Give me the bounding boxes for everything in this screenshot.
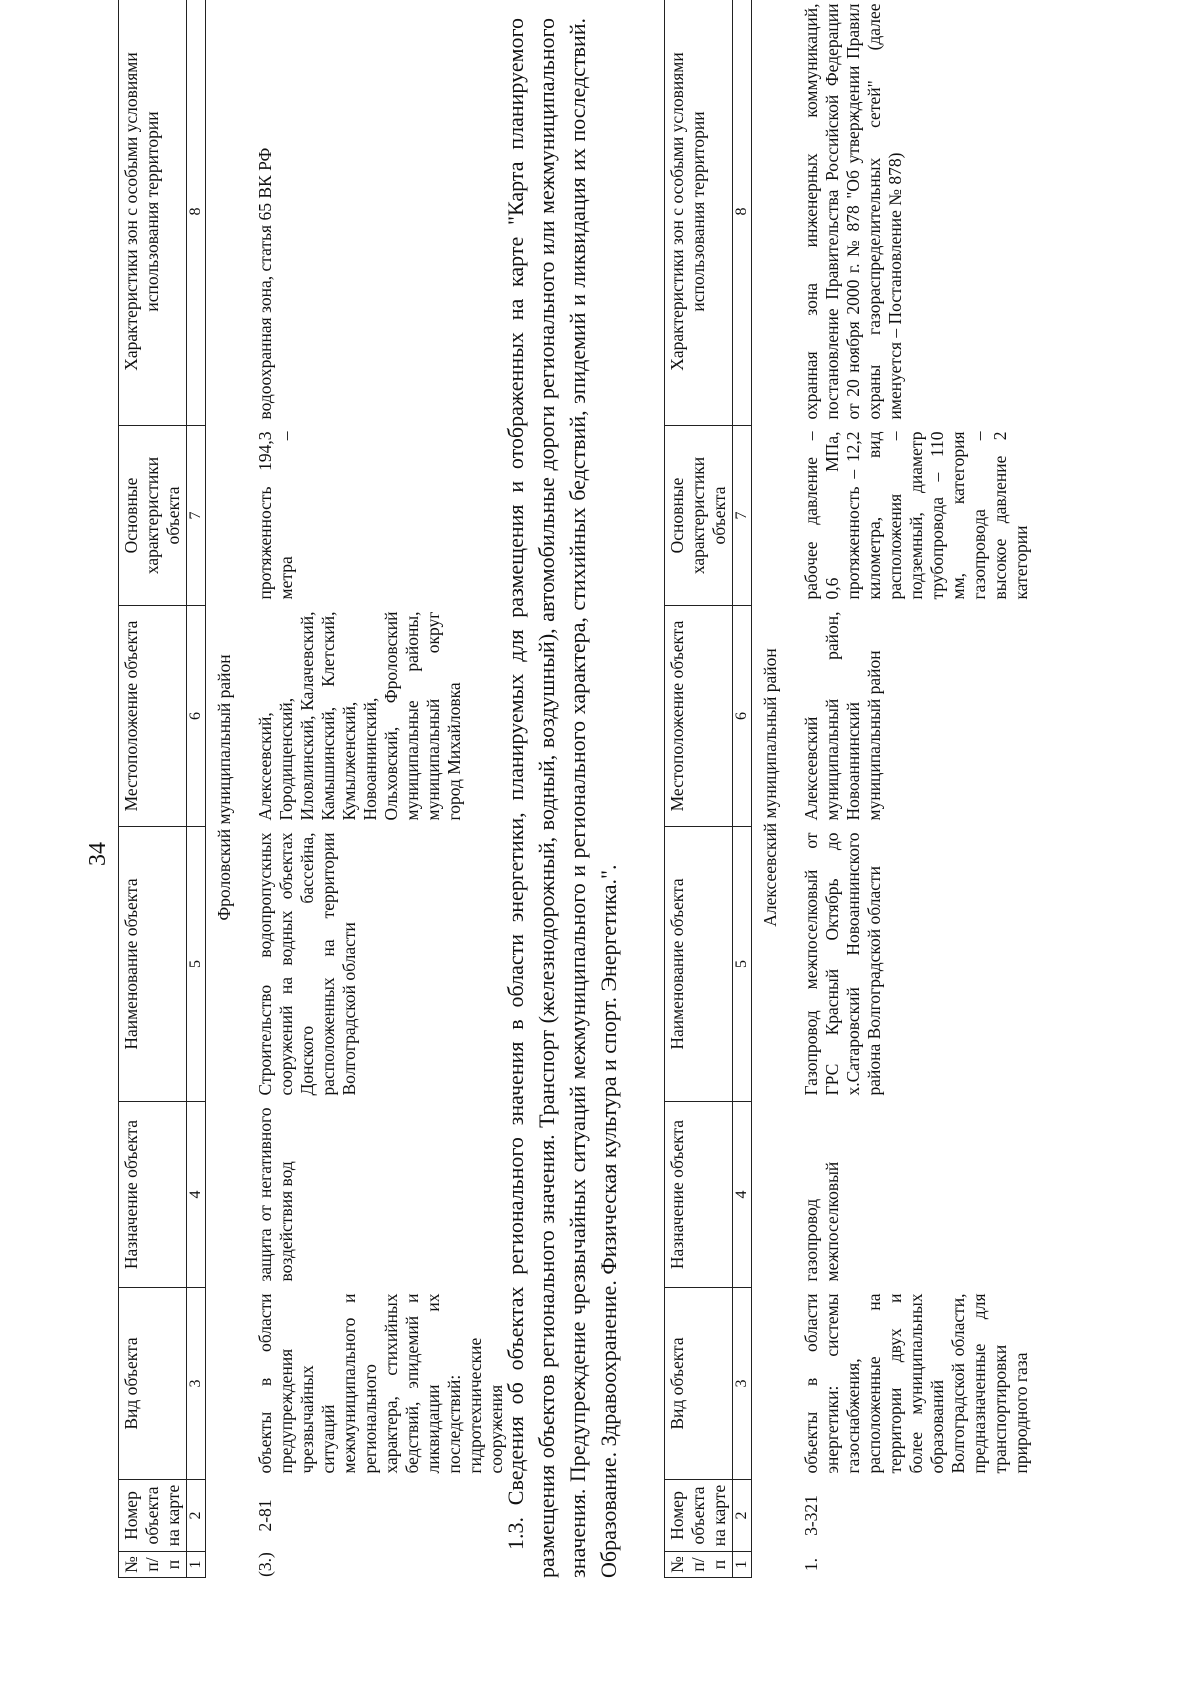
column-number: 4 (187, 1102, 206, 1288)
header-cell: Местоположение объекта (119, 606, 187, 827)
header-cell: Назначение объекта (119, 1102, 187, 1288)
zone-characteristics: охранная зона инженерных коммуникаций, постановление Правительства Российской Федерации от 20 ноября 2000 г. № 878 "Об утверждении Правил охраны газораспределительных сетей" (далее именуется – Постановление № 878) (801, 3, 905, 420)
column-number: 2 (187, 1480, 206, 1552)
column-number: 1 (733, 1552, 752, 1578)
header-cell: № п/п (119, 1552, 187, 1578)
section-paragraph: 1.3. Сведения об объектах регионального значения в области энергетики, планируемых для размещения и отображенных на карте "Карта планируемого размещения объектов регионального значения. Транспорт (железнодорожный, водный, воздушный), автомобильные дороги регионального или межмуниципального значения. Предупреждение чрезвычайных ситуаций межмуниципального и регионального характера, стихийных бедствий, эпидемий и ликвидация их последствий. Образование. Здравоохранение. Физическая культура и спорт. Энергетика.". (503, 18, 621, 1578)
header-cell: Назначение объекта (665, 1102, 733, 1288)
column-number: 7 (187, 426, 206, 606)
object-name: Строительство водопропускных сооружений на водных объектах Донского бассейна, расположенных на территории Волгоградской области (255, 832, 359, 1096)
column-number: 2 (733, 1480, 752, 1552)
header-cell: Наименование объекта (119, 827, 187, 1102)
object-purpose: газопровод межпоселковый (801, 1161, 842, 1282)
object-characteristics: рабочее давление – 0,6 МПа, протяженность – 12,2 километра, вид расположения – подземный, диаметр трубопровода – 110 мм, категория газопровода – высокое давление 2 категории (801, 431, 1031, 600)
object-characteristics (243, 426, 507, 606)
column-number: 6 (733, 606, 752, 827)
column-number-row (187, 0, 206, 1578)
column-number-row (733, 0, 752, 1578)
header-cell: № п/п (665, 1552, 733, 1578)
characteristics-dash: – (276, 431, 296, 441)
header-cell: Номер объекта на карте (119, 1480, 187, 1552)
column-number: 5 (187, 827, 206, 1102)
table-frolovsky (118, 0, 507, 1578)
page-number: 34 (85, 842, 111, 866)
district-heading: Алексеевский муниципальный район (760, 648, 780, 927)
column-number: 4 (733, 1102, 752, 1288)
header-cell: Вид объекта (665, 1288, 733, 1480)
header-cell: Наименование объекта (665, 827, 733, 1102)
section-1-3 (500, 18, 624, 1578)
object-name: Газопровод межпоселковый от ГРС Красный Октябрь до х.Сатаровский Новоаннинского района Волгоградской области (801, 832, 884, 1096)
column-number: 3 (187, 1288, 206, 1480)
column-number: 6 (187, 606, 206, 827)
header-cell: Основные характеристики объекта (119, 426, 187, 606)
map-number: 2-81 (255, 1499, 275, 1532)
object-type: объекты в области энергетики: системы газоснабжения, расположенные на территории двух и более муниципальных образований Волгоградской области, предназначенные для транспортировки природного газа (801, 1293, 1031, 1474)
table-header-row (665, 0, 733, 1578)
row-number: 1. (801, 1557, 821, 1572)
object-location: Алексеевский, Городищенский, Иловлинский, Калачевский, Камышинский, Клетский, Кумылженский, Новоаннинский, Ольховский, Фроловский муниципальные районы, муниципальный округ город Михайловка (255, 611, 464, 821)
column-number: 5 (733, 827, 752, 1102)
map-number: 3-321 (801, 1495, 821, 1536)
header-cell: Характеристики зон с особыми условиями использования территории (119, 0, 187, 426)
table-row (789, 0, 1032, 1578)
object-purpose: защита от негативного воздействия вод (255, 1107, 296, 1282)
column-number: 8 (187, 0, 206, 426)
header-cell: Основные характеристики объекта (665, 426, 733, 606)
table-row (243, 0, 507, 1578)
header-cell: Местоположение объекта (665, 606, 733, 827)
column-number: 8 (733, 0, 752, 426)
zone-characteristics: водоохранная зона, статья 65 ВК РФ (255, 147, 275, 420)
header-cell: Вид объекта (119, 1288, 187, 1480)
table-alekseevsky (664, 0, 1032, 1578)
object-location: Алексеевский муниципальный район, Новоаннинский муниципальный район (801, 611, 884, 821)
column-number: 3 (733, 1288, 752, 1480)
row-number: (3.) (255, 1552, 275, 1577)
header-cell: Номер объекта на карте (665, 1480, 733, 1552)
header-cell: Характеристики зон с особыми условиями использования территории (665, 0, 733, 426)
object-type: объекты в области предупреждения чрезвычайных ситуаций межмуниципального и регионального характера, стихийных бедствий, эпидемий и ликвидации их последствий: гидротехнические сооружения (255, 1293, 506, 1474)
characteristics-text: протяженность 194,3 метра (255, 431, 296, 600)
column-number: 1 (187, 1552, 206, 1578)
column-number: 7 (733, 426, 752, 606)
table-header-row (119, 0, 187, 1578)
district-heading: Фроловский муниципальный район (214, 654, 234, 921)
